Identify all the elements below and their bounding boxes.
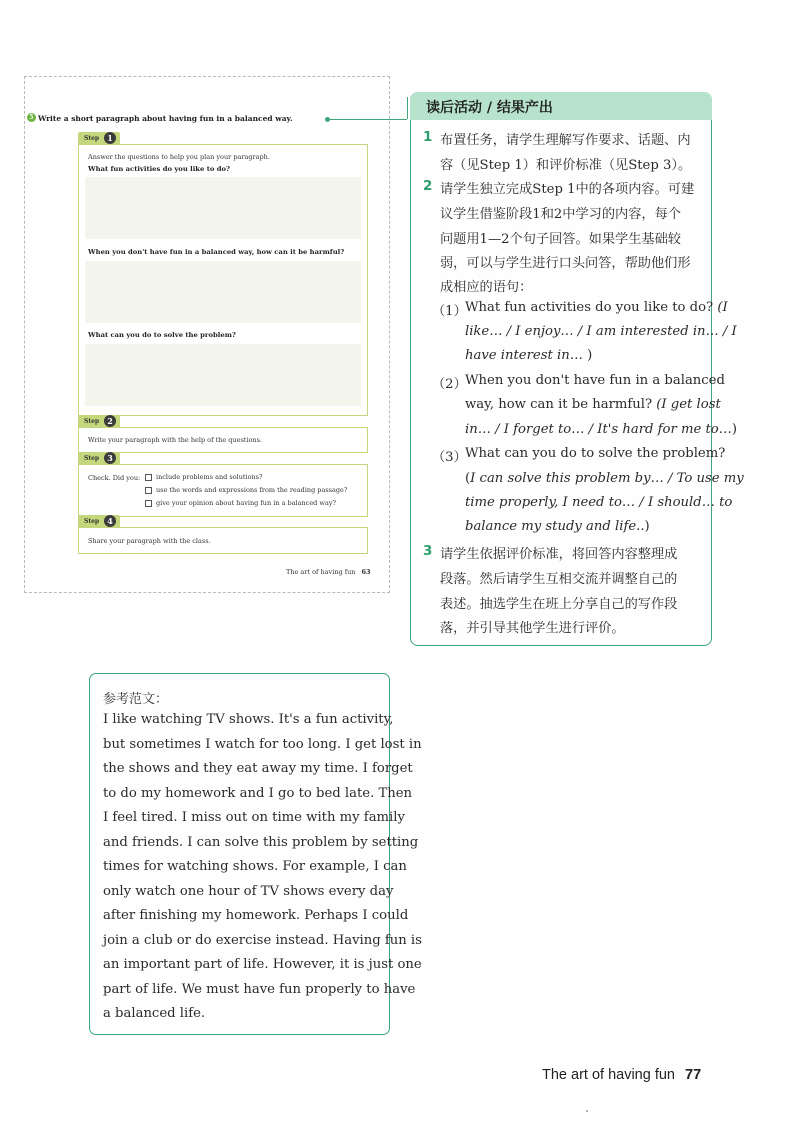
checkbox[interactable] [145,474,152,481]
sub-question-line [465,397,721,412]
item-number: 2 [423,178,433,194]
step-label: Step [84,135,100,142]
check-item-1[interactable] [145,473,263,481]
step-number: 2 [104,415,116,427]
step-4-tab [78,515,120,527]
sub-example: time properly, I need to… / I should… to [465,495,733,510]
question-1: What fun activities do you like to do? [88,165,231,173]
callout-connector [325,119,415,121]
check-label: give your opinion about having fun in a balanced way? [156,499,336,507]
footer-title: The art of having fun [542,1067,675,1083]
check-lead: Check. Did you: [88,474,141,482]
step-2-box [78,427,368,453]
check-item-3[interactable] [145,499,336,507]
checkbox[interactable] [145,487,152,494]
answer-area-2[interactable] [85,261,361,323]
item-number: 3 [423,543,433,559]
task-text: Write a short paragraph about having fun in a balanced way. [38,114,293,123]
sub-example-line [465,422,737,437]
step-1-tab [78,132,120,144]
connector-line [329,119,407,120]
item-number: 1 [423,129,433,145]
step-label: Step [84,518,100,525]
teaching-line: 布置任务，请学生理解写作要求、话题、内 [440,133,691,148]
sub-example: like… / I enjoy… / I am interested in… / I [465,324,737,339]
inset-footer-title: The art of having fun [286,568,356,576]
sub-example: (I get lost [656,397,721,412]
teaching-line: 请学生依据评价标准，将回答内容整理成 [440,547,678,562]
checkbox[interactable] [145,500,152,507]
sub-example-line [465,519,650,534]
inset-page-number: 63 [361,568,371,576]
connector-rise [407,97,408,119]
essay-line: after finishing my homework. Perhaps I could [103,908,409,923]
page-footer [542,1067,701,1083]
step-label: Step [84,455,100,462]
sub-close: ) [731,422,738,437]
teaching-line: 容（见Step 1）和评价标准（见Step 3）。 [440,158,692,173]
teaching-line: 弱，可以与学生进行口头问答，帮助他们形 [440,256,691,271]
essay-title: 参考范文： [103,692,169,707]
sub-open: ( [465,471,471,486]
teaching-notes-header [410,92,712,120]
sub-close: .) [640,519,650,534]
inset-footer [286,568,371,576]
answer-area-3[interactable] [85,344,361,406]
page-number: 77 [685,1067,702,1083]
check-label: include problems and solutions? [156,473,263,481]
teaching-title: 读后活动 / 结果产出 [426,100,553,116]
essay-line: and friends. I can solve this problem by setting [103,835,419,850]
essay-line: an important part of life. However, it is just one [103,957,422,972]
step-number: 4 [104,515,116,527]
sub-question: way, how can it be harmful? [465,397,653,412]
sub-number: （2） [432,377,467,392]
task-number-badge: 5 [27,113,36,122]
sub-number: （3） [432,450,467,465]
step-3-tab [78,452,120,464]
sub-question: When you don't have fun in a balanced [465,373,725,388]
answer-area-1[interactable] [85,177,361,239]
step-2-tab [78,415,120,427]
essay-line: times for watching shows. For example, I can [103,859,407,874]
task-instruction [29,114,293,123]
step-number: 3 [104,452,116,464]
check-label: use the words and expressions from the reading passage? [156,486,348,494]
question-3: What can you do to solve the problem? [88,331,236,339]
step-label: Step [84,418,100,425]
step-number: 1 [104,132,116,144]
scan-speck [586,1110,588,1112]
essay-line: I feel tired. I miss out on time with my family [103,810,405,825]
sub-example: I can solve this problem by… / To use my [470,471,744,486]
step-2-text: Write your paragraph with the help of the questions. [88,436,262,444]
question-2: When you don't have fun in a balanced way, how can it be harmful? [88,248,345,256]
sub-number: （1） [432,304,467,319]
sub-example-line [465,471,744,486]
essay-line: to do my homework and I go to bed late. Then [103,786,413,801]
essay-line: but sometimes I watch for too long. I get lost in [103,737,422,752]
teaching-line: 成相应的语句： [440,280,533,295]
sub-question-line [465,300,728,315]
sub-example: balance my study and life. [465,519,641,534]
essay-line: only watch one hour of TV shows every day [103,884,394,899]
step-1-box [78,144,368,416]
check-item-2[interactable] [145,486,347,494]
step-4-text: Share your paragraph with the class. [88,537,211,545]
step-3-box [78,464,368,517]
sub-example-line [465,348,592,363]
essay-line: a balanced life. [103,1006,206,1021]
step-4-box [78,527,368,554]
teaching-notes-box [410,92,712,646]
sample-essay-box [89,673,390,1035]
essay-line: the shows and they eat away my time. I forget [103,761,413,776]
essay-line: join a club or do exercise instead. Having fun is [103,933,422,948]
teaching-line: 落，并引导其他学生进行评价。 [440,621,625,636]
teaching-line: 请学生独立完成Step 1中的各项内容。可建 [440,182,695,197]
teaching-line: 问题用1—2个句子回答。如果学生基础较 [440,232,681,247]
teaching-line: 段落。然后请学生互相交流并调整自己的 [440,572,678,587]
sub-question: What fun activities do you like to do? [465,300,714,315]
essay-line: I like watching TV shows. It's a fun activity, [103,712,394,727]
step-1-intro: Answer the questions to help you plan your paragraph. [88,153,270,161]
essay-line: part of life. We must have fun properly to have [103,982,416,997]
sub-example: have interest in… [465,348,583,363]
teaching-line: 表述。抽选学生在班上分享自己的写作段 [440,597,678,612]
sub-question: What can you do to solve the problem? [465,446,726,461]
teaching-line: 议学生借鉴阶段1和2中学习的内容，每个 [440,207,681,222]
sub-example: in… / I forget to… / It's hard for me to… [465,422,732,437]
sub-close: ) [587,348,593,363]
sub-example: (I [717,300,728,315]
